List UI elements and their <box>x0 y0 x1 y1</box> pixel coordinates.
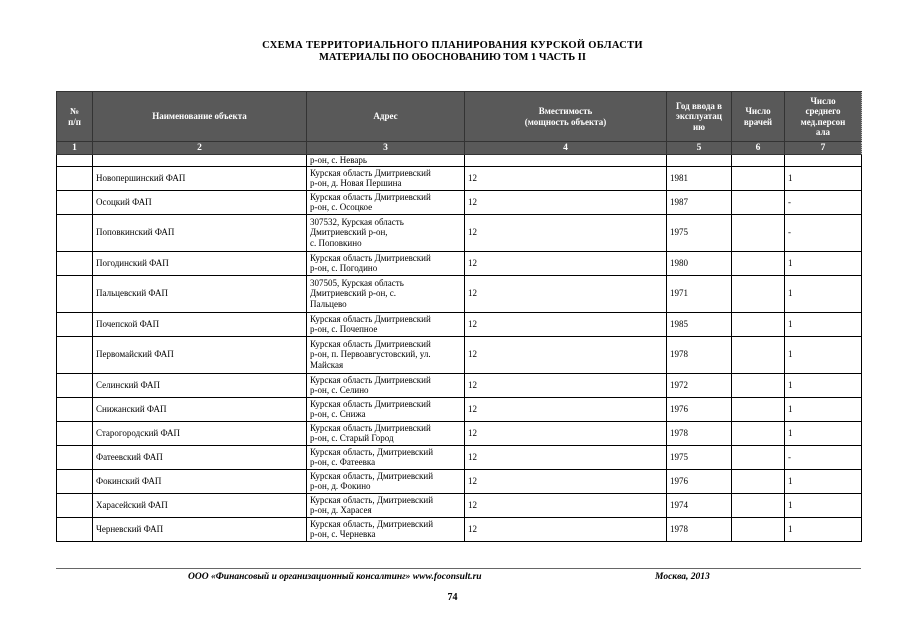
column-number-4: 4 <box>465 142 667 155</box>
cell-year: 1978 <box>667 517 732 541</box>
cell-number <box>57 421 93 445</box>
cell-capacity: 12 <box>465 421 667 445</box>
column-header-1: № п/п <box>57 92 93 142</box>
cell-doctors <box>732 251 785 275</box>
document-title: СХЕМА ТЕРРИТОРИАЛЬНОГО ПЛАНИРОВАНИЯ КУРСКОЙ ОБЛАСТИ <box>262 40 643 51</box>
cell-name: Осоцкий ФАП <box>93 190 307 214</box>
cell-address: Курская область, Дмитриевский р-он, с. Фатеевка <box>307 445 465 469</box>
column-number-5: 5 <box>667 142 732 155</box>
table-row <box>57 517 862 541</box>
cell-address: Курская область Дмитриевский р-он, с. Осоцкое <box>307 190 465 214</box>
column-header-7: Число среднего мед.персон ала <box>785 92 862 142</box>
column-number-1: 1 <box>57 142 93 155</box>
cell-capacity: 12 <box>465 373 667 397</box>
cell-address: Курская область Дмитриевский р-он, п. Первоавгустовский, ул. Майская <box>307 336 465 373</box>
cell-capacity: 12 <box>465 517 667 541</box>
cell-nurses: 1 <box>785 251 862 275</box>
cell-doctors <box>732 312 785 336</box>
cell-name: Фатеевский ФАП <box>93 445 307 469</box>
cell-nurses: 1 <box>785 373 862 397</box>
table-row <box>57 397 862 421</box>
table-row <box>57 166 862 190</box>
cell-nurses: - <box>785 190 862 214</box>
table-row <box>57 493 862 517</box>
cell-name: Первомайский ФАП <box>93 336 307 373</box>
cell-year: 1974 <box>667 493 732 517</box>
cell-address: 307505, Курская область Дмитриевский р-он, с. Пальцево <box>307 275 465 312</box>
cell-name: Пальцевский ФАП <box>93 275 307 312</box>
cell-address: Курская область Дмитриевский р-он, с. Снижа <box>307 397 465 421</box>
table-row <box>57 373 862 397</box>
cell-address: Курская область Дмитриевский р-он, с. Селино <box>307 373 465 397</box>
document-subtitle: МАТЕРИАЛЫ ПО ОБОСНОВАНИЮ ТОМ 1 ЧАСТЬ II <box>319 52 586 63</box>
cell-doctors <box>732 166 785 190</box>
cell-year: 1980 <box>667 251 732 275</box>
cell-address: Курская область, Дмитриевский р-он, д. Фокино <box>307 469 465 493</box>
cell-year <box>667 155 732 167</box>
table-row <box>57 155 862 167</box>
cell-nurses <box>785 155 862 167</box>
table-row <box>57 312 862 336</box>
cell-address: Курская область Дмитриевский р-он, с. Старый Город <box>307 421 465 445</box>
cell-nurses: 1 <box>785 312 862 336</box>
facilities-table <box>56 91 862 542</box>
cell-year: 1985 <box>667 312 732 336</box>
cell-address: Курская область Дмитриевский р-он, д. Новая Першина <box>307 166 465 190</box>
cell-year: 1987 <box>667 190 732 214</box>
cell-doctors <box>732 493 785 517</box>
cell-doctors <box>732 190 785 214</box>
table-row <box>57 421 862 445</box>
cell-name: Почепской ФАП <box>93 312 307 336</box>
cell-capacity <box>465 155 667 167</box>
column-number-6: 6 <box>732 142 785 155</box>
column-number-7: 7 <box>785 142 862 155</box>
cell-number <box>57 493 93 517</box>
cell-name <box>93 155 307 167</box>
cell-name: Старогородский ФАП <box>93 421 307 445</box>
column-header-4: Вместимость (мощность объекта) <box>465 92 667 142</box>
cell-doctors <box>732 373 785 397</box>
cell-doctors <box>732 445 785 469</box>
cell-name: Поповкинский ФАП <box>93 214 307 251</box>
column-header-3: Адрес <box>307 92 465 142</box>
cell-capacity: 12 <box>465 190 667 214</box>
table-row <box>57 469 862 493</box>
table-row <box>57 445 862 469</box>
cell-address: Курская область, Дмитриевский р-он, с. Черневка <box>307 517 465 541</box>
cell-nurses: - <box>785 445 862 469</box>
cell-year: 1978 <box>667 421 732 445</box>
cell-name: Новопершинский ФАП <box>93 166 307 190</box>
cell-nurses: 1 <box>785 469 862 493</box>
cell-doctors <box>732 214 785 251</box>
cell-number <box>57 312 93 336</box>
cell-doctors <box>732 517 785 541</box>
cell-number <box>57 373 93 397</box>
cell-doctors <box>732 397 785 421</box>
cell-number <box>57 517 93 541</box>
cell-capacity: 12 <box>465 397 667 421</box>
cell-doctors <box>732 469 785 493</box>
column-number-2: 2 <box>93 142 307 155</box>
cell-nurses: 1 <box>785 397 862 421</box>
cell-address: Курская область, Дмитриевский р-он, д. Харасея <box>307 493 465 517</box>
cell-number <box>57 166 93 190</box>
cell-nurses: 1 <box>785 421 862 445</box>
cell-name: Черневский ФАП <box>93 517 307 541</box>
column-number-row <box>57 142 862 155</box>
cell-nurses: 1 <box>785 493 862 517</box>
cell-nurses: 1 <box>785 166 862 190</box>
cell-capacity: 12 <box>465 275 667 312</box>
cell-number <box>57 397 93 421</box>
cell-name: Харасейский ФАП <box>93 493 307 517</box>
cell-year: 1981 <box>667 166 732 190</box>
cell-name: Снижанский ФАП <box>93 397 307 421</box>
cell-address: Курская область Дмитриевский р-он, с. Погодино <box>307 251 465 275</box>
column-number-3: 3 <box>307 142 465 155</box>
cell-capacity: 12 <box>465 214 667 251</box>
footer-company: ООО «Финансовый и организационный консалтинг» www.foconsult.ru <box>188 572 482 582</box>
cell-name: Погодинский ФАП <box>93 251 307 275</box>
column-header-6: Число врачей <box>732 92 785 142</box>
cell-address: р-он, с. Неварь <box>307 155 465 167</box>
cell-capacity: 12 <box>465 445 667 469</box>
cell-capacity: 12 <box>465 312 667 336</box>
cell-number <box>57 336 93 373</box>
cell-capacity: 12 <box>465 493 667 517</box>
cell-address: 307532, Курская область Дмитриевский р-он, с. Поповкино <box>307 214 465 251</box>
page-number: 74 <box>447 592 458 603</box>
cell-capacity: 12 <box>465 469 667 493</box>
cell-year: 1975 <box>667 214 732 251</box>
cell-nurses: 1 <box>785 517 862 541</box>
cell-capacity: 12 <box>465 251 667 275</box>
cell-capacity: 12 <box>465 166 667 190</box>
cell-address: Курская область Дмитриевский р-он, с. Почепное <box>307 312 465 336</box>
cell-year: 1978 <box>667 336 732 373</box>
cell-doctors <box>732 421 785 445</box>
cell-number <box>57 469 93 493</box>
cell-number <box>57 155 93 167</box>
table-row <box>57 251 862 275</box>
cell-year: 1972 <box>667 373 732 397</box>
cell-nurses: 1 <box>785 275 862 312</box>
cell-doctors <box>732 336 785 373</box>
cell-number <box>57 190 93 214</box>
cell-number <box>57 445 93 469</box>
cell-number <box>57 214 93 251</box>
footer-divider <box>56 568 861 569</box>
table-body <box>57 155 862 542</box>
cell-name: Фокинский ФАП <box>93 469 307 493</box>
column-header-5: Год ввода в эксплуатац ию <box>667 92 732 142</box>
cell-doctors <box>732 275 785 312</box>
cell-number <box>57 275 93 312</box>
cell-nurses: 1 <box>785 336 862 373</box>
table-header-row <box>57 92 862 142</box>
cell-nurses: - <box>785 214 862 251</box>
table-row <box>57 275 862 312</box>
footer-city-year: Москва, 2013 <box>655 572 710 582</box>
cell-year: 1971 <box>667 275 732 312</box>
cell-name: Селинский ФАП <box>93 373 307 397</box>
table-row <box>57 214 862 251</box>
table-row <box>57 190 862 214</box>
cell-number <box>57 251 93 275</box>
cell-doctors <box>732 155 785 167</box>
table-row <box>57 336 862 373</box>
cell-year: 1976 <box>667 469 732 493</box>
cell-year: 1976 <box>667 397 732 421</box>
cell-year: 1975 <box>667 445 732 469</box>
column-header-2: Наименование объекта <box>93 92 307 142</box>
cell-capacity: 12 <box>465 336 667 373</box>
